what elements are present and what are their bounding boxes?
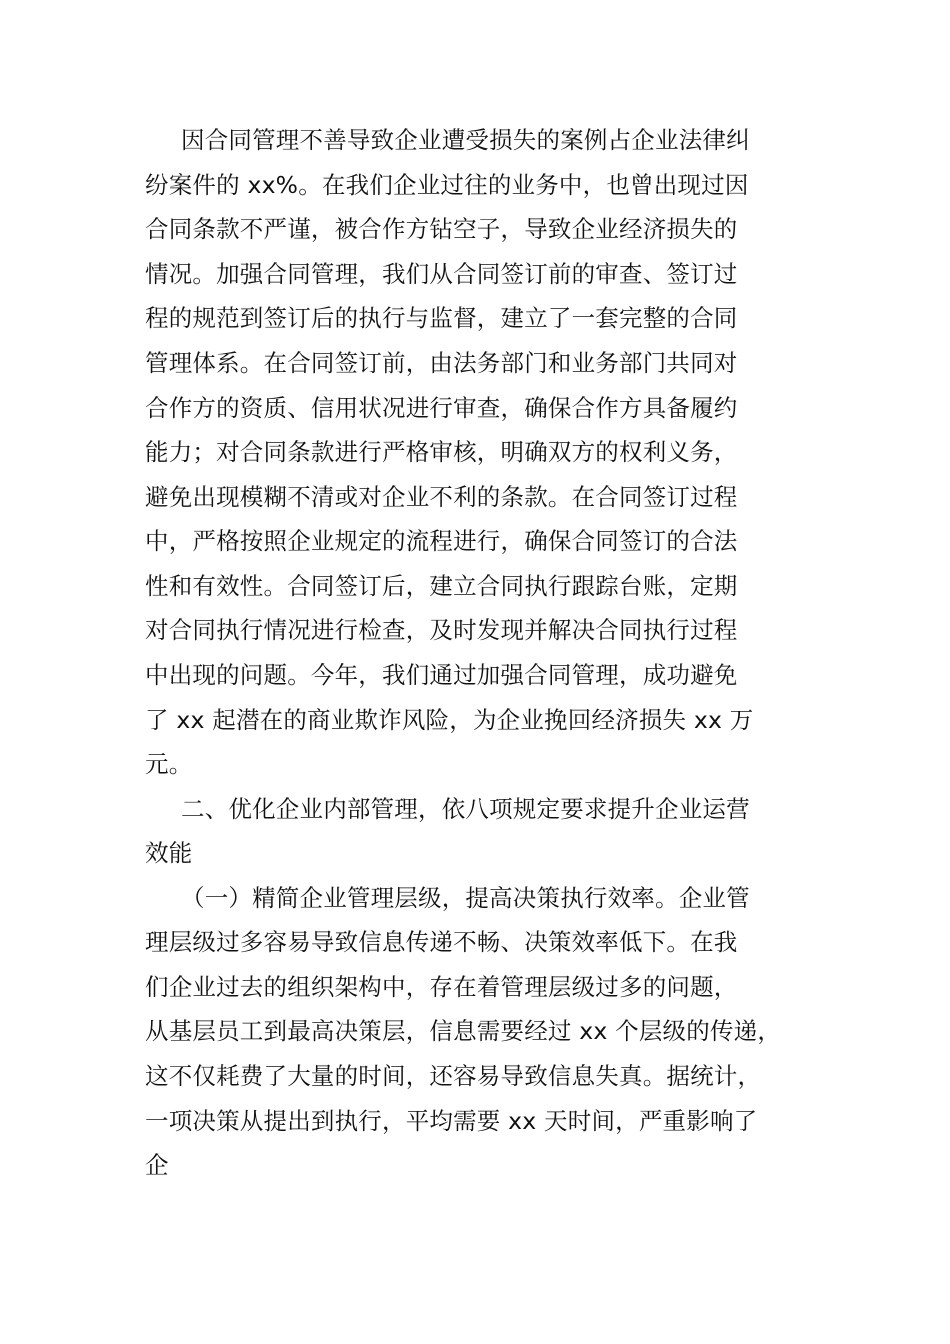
text-line: 管理体系。在合同签订前，由法务部门和业务部门共同对 (145, 349, 738, 377)
text-line: 元。 (145, 750, 193, 778)
text-line: 情况。加强合同管理，我们从合同签订前的审查、签订过 (145, 260, 738, 288)
text-line: 们企业过去的组织架构中，存在着管理层级过多的问题， (145, 973, 738, 1001)
text-line: 合同条款不严谨，被合作方钻空子，导致企业经济损失的 (145, 215, 738, 243)
text-line: 中出现的问题。今年，我们通过加强合同管理，成功避免 (145, 661, 738, 689)
text-line: 了 xx 起潜在的商业欺诈风险，为企业挽回经济损失 xx 万 (145, 706, 754, 734)
text-line: 避免出现模糊不清或对企业不利的条款。在合同签订过程 (145, 483, 738, 511)
text-line: 企 (145, 1151, 169, 1179)
text-line: 中，严格按照企业规定的流程进行，确保合同签订的合法 (145, 527, 738, 555)
text-line: 纷案件的 xx%。在我们企业过往的业务中，也曾出现过因 (145, 171, 749, 199)
text-line: 性和有效性。合同签订后，建立合同执行跟踪台账，定期 (145, 572, 738, 600)
text-line: 因合同管理不善导致企业遭受损失的案例占企业法律纠 (181, 126, 750, 154)
text-line: 合作方的资质、信用状况进行审查，确保合作方具备履约 (145, 394, 738, 422)
section-heading: 二、优化企业内部管理，依八项规定要求提升企业运营 (181, 795, 750, 823)
text-line: 这不仅耗费了大量的时间，还容易导致信息失真。据统计， (145, 1062, 762, 1090)
text-line: 程的规范到签订后的执行与监督，建立了一套完整的合同 (145, 304, 738, 332)
text-line: 对合同执行情况进行检查，及时发现并解决合同执行过程 (145, 616, 738, 644)
text-line: 从基层员工到最高决策层，信息需要经过 xx 个层级的传递， (145, 1017, 782, 1045)
subsection-heading: （一）精简企业管理层级，提高决策执行效率。企业管 (181, 884, 750, 912)
text-line: 理层级过多容易导致信息传递不畅、决策效率低下。在我 (145, 928, 738, 956)
text-line: 能力；对合同条款进行严格审核，明确双方的权利义务， (145, 438, 738, 466)
text-line: 一项决策从提出到执行，平均需要 xx 天时间，严重影响了 (145, 1107, 758, 1135)
section-heading-cont: 效能 (145, 839, 193, 867)
